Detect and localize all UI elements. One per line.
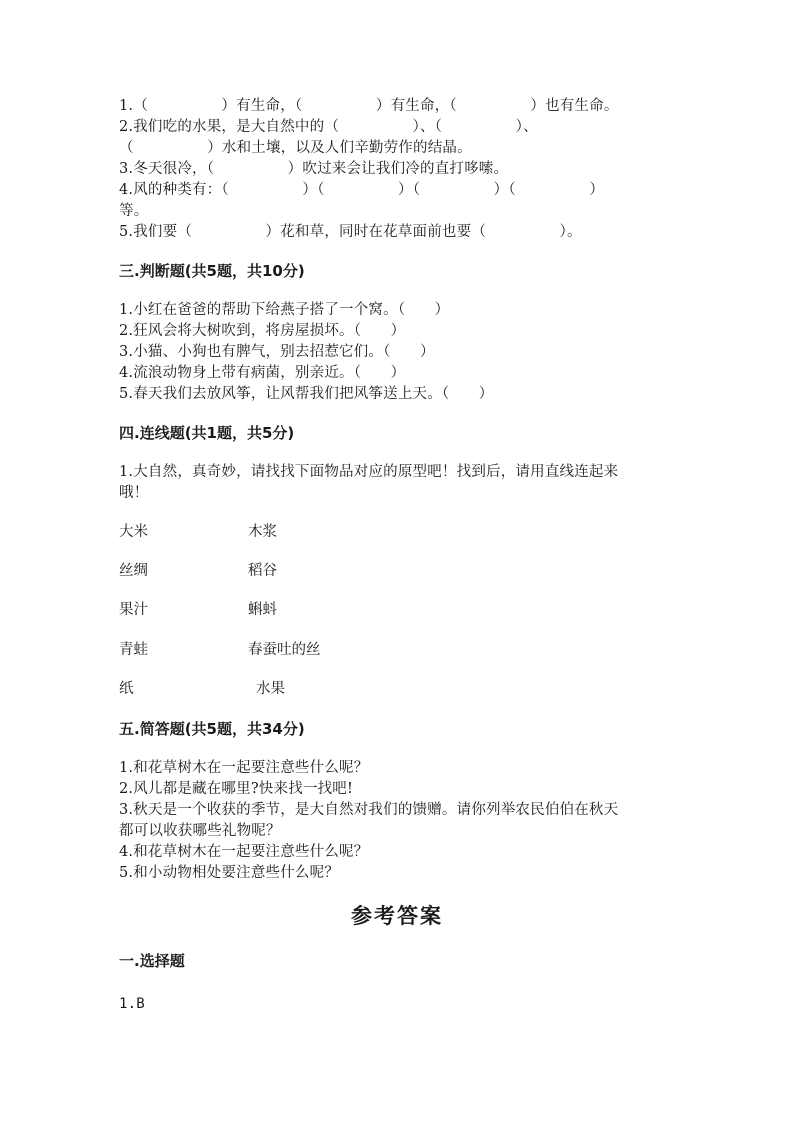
judgment-item: 4.流浪动物身上带有病菌，别亲近。（ ）: [119, 365, 406, 381]
fill-blank-line: 1.（ ）有生命，（ ）有生命，（ ）也有生命。: [119, 98, 619, 114]
short-answer-item: 5.和小动物相处要注意些什么呢？: [119, 865, 340, 881]
short-answer-item: 2.风儿都是藏在哪里?快来找一找吧!: [119, 781, 354, 797]
match-left-item: 纸: [119, 681, 134, 697]
fill-blank-line: 2.我们吃的水果，是大自然中的（ ）、（ ）、: [119, 119, 538, 135]
short-answer-item: 1.和花草树木在一起要注意些什么呢？: [119, 760, 369, 776]
fill-blank-line: 3.冬天很冷，（ ）吹过来会让我们冷的直打哆嗦。: [119, 161, 509, 177]
judgment-item: 5.春天我们去放风筝，让风帮我们把风筝送上天。（ ）: [119, 386, 494, 402]
short-answer-item: 3.秋天是一个收获的季节，是大自然对我们的馈赠。请你列举农民伯伯在秋天: [119, 802, 619, 818]
section-heading-short-answer: 五.简答题(共5题，共34分): [119, 720, 305, 738]
match-left-item: 丝绸: [119, 563, 148, 579]
answer-key-title: 参考答案: [351, 903, 443, 928]
matching-question: 1.大自然，真奇妙，请找找下面物品对应的原型吧！找到后，请用直线连起来: [119, 464, 619, 480]
short-answer-item: 都可以收获哪些礼物呢？: [119, 823, 281, 839]
matching-question: 哦！: [119, 485, 149, 501]
match-left-item: 果汁: [119, 602, 148, 618]
section-heading-judgment: 三.判断题(共5题，共10分): [119, 262, 305, 280]
match-right-item: 水果: [256, 681, 285, 697]
judgment-item: 1.小红在爸爸的帮助下给燕子搭了一个窝。（ ）: [119, 302, 450, 318]
match-right-item: 蝌蚪: [248, 602, 277, 618]
match-right-item: 木浆: [248, 524, 277, 540]
match-left-item: 青蛙: [119, 642, 148, 658]
answer-item: 1.B: [119, 996, 145, 1012]
short-answer-item: 4.和花草树木在一起要注意些什么呢？: [119, 844, 369, 860]
section-heading-matching: 四.连线题(共1题，共5分): [119, 424, 295, 442]
match-left-item: 大米: [119, 524, 148, 540]
judgment-item: 3.小猫、小狗也有脾气，别去招惹它们。（ ）: [119, 344, 435, 360]
fill-blank-line: 4.风的种类有：（ ）（ ）（ ）（ ）: [119, 182, 605, 198]
fill-blank-line: 5.我们要（ ）花和草，同时在花草面前也要（ ）。: [119, 224, 582, 240]
match-right-item: 春蚕吐的丝: [248, 642, 321, 658]
answer-section-heading: 一.选择题: [119, 952, 185, 970]
fill-blank-line: 等。: [119, 203, 149, 219]
fill-blank-line: （ ）水和土壤，以及人们辛勤劳作的结晶。: [119, 140, 472, 156]
judgment-item: 2.狂风会将大树吹到，将房屋损坏。（ ）: [119, 323, 406, 339]
match-right-item: 稻谷: [248, 563, 277, 579]
